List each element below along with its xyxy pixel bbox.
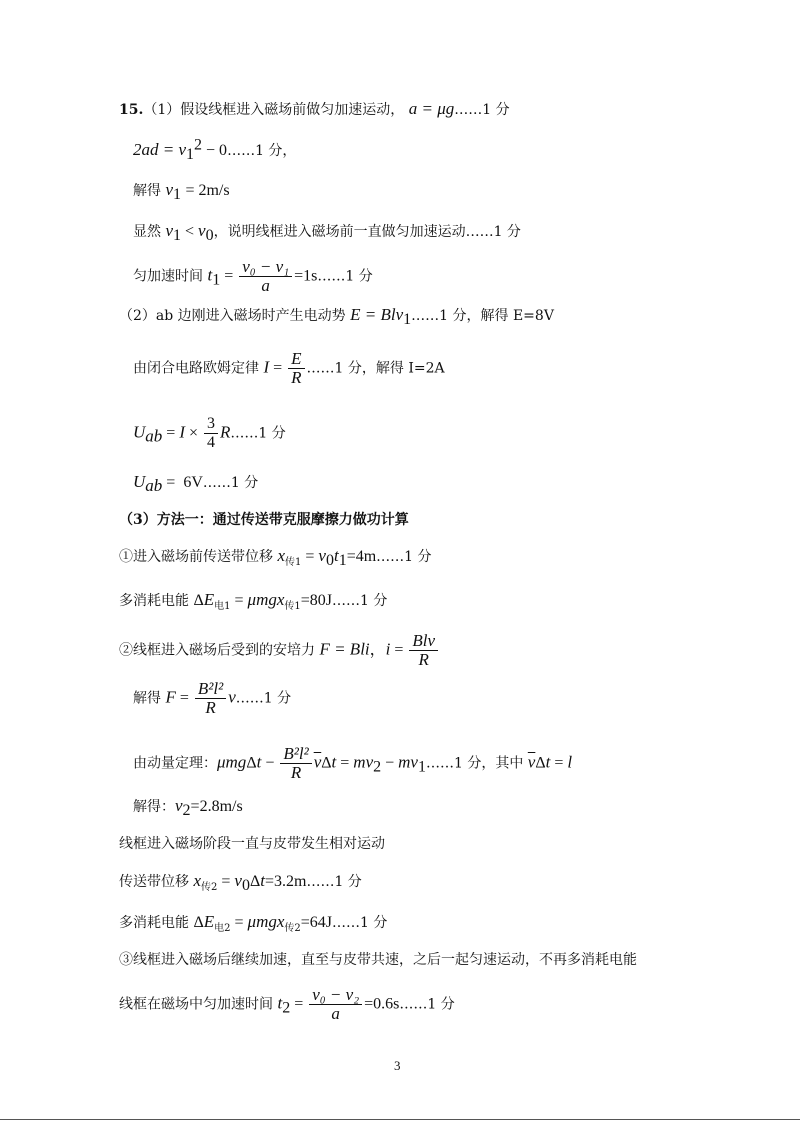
q15-line-16: 解得：$v_2=2.8m/s$ xyxy=(133,796,243,819)
l5-text: 匀加速时间 xyxy=(133,268,208,285)
score: ……1 分 xyxy=(317,268,373,285)
bottom-rule xyxy=(0,1119,800,1120)
q15-line-14: 解得 F = $\frac{\text{B²l²}}{R}$ v……1 分 xyxy=(133,679,292,717)
score: ……1 分 xyxy=(399,996,455,1013)
l14-text: 由动量定理： xyxy=(133,755,217,772)
l3-eq: = 2m/s xyxy=(185,182,230,199)
part3-method: 方法一：通过传送带克服摩擦力做功计算 xyxy=(156,512,409,528)
score: ……1 分 xyxy=(306,874,362,890)
q15-line-12: 多消耗电能 $\Delta E_{电1}$ = μmgx$_{传1}$=80J……1 分 xyxy=(119,590,388,612)
score: ……1 分 xyxy=(235,690,292,707)
l12-fraction: $\frac{\text{Blv}}{R}$ xyxy=(409,632,438,669)
l5-result: =1s xyxy=(294,267,318,285)
l12-eq: F = Bli xyxy=(319,639,370,659)
part3-label: （3） xyxy=(119,512,157,528)
l15-text: 解得： xyxy=(133,799,175,815)
q15-line-4: 显然 $v_1 < v_0$，说明线框进入磁场前一直做匀加速运动……1 分 xyxy=(133,221,521,244)
l6-eq: E = Blv xyxy=(350,305,404,324)
q15-line-13: ②线框进入磁场后受到的安培力 F = Bli，i = $\frac{\text{Blv}}{R}$ xyxy=(119,632,440,669)
score: ……1 分 xyxy=(454,102,510,118)
q15-line-19: 多消耗电能 $\Delta E_{电2}$ = μmgx$_{传2}$=64J……1 分 xyxy=(119,912,388,934)
part2-label: （2） xyxy=(119,308,156,324)
q15-line-8: $U_{ab} = I$ × $\frac{3}{4}$ R……1 分 xyxy=(133,415,286,451)
q15-line-3: 解得 $v_1 = 2m/s$ xyxy=(133,180,230,203)
l7-text: 由闭合电路欧姆定律 xyxy=(133,360,264,377)
score: ……1 分 xyxy=(332,915,388,931)
l14-fraction: $\frac{\text{B²l²}}{R}$ xyxy=(280,745,311,782)
l12-text: ②线框进入磁场后受到的安培力 xyxy=(119,642,320,659)
l20-text: 线框在磁场中匀加速时间 xyxy=(119,996,278,1013)
question-number: 15. xyxy=(119,102,144,118)
score: ……1 分 xyxy=(376,549,432,565)
q15-line-10 xyxy=(119,510,409,530)
l18-text: 多消耗电能 xyxy=(119,915,194,931)
q15-line-1 xyxy=(119,99,510,120)
l10-val: =4m xyxy=(346,548,377,565)
l13-fraction: $\frac{\text{B²l²}}{R}$ xyxy=(195,680,226,717)
q15-line-11: ①进入磁场前传送带位移 $x_{传1}$ = $v_0t_1=4m\dots\dots 1$ 分 xyxy=(119,546,432,569)
l6-result: ，解得 E=8V xyxy=(466,308,554,324)
l2-tail: ， xyxy=(282,143,297,159)
l19-text: ③线框进入磁场后继续加速，直至与皮带共速，之后一起匀速运动，不再多消耗电能 xyxy=(119,952,637,968)
q15-line-7: 由闭合电路欧姆定律 I = $\frac{E}{R}$ ……1 分，解得 I=2A xyxy=(133,349,445,387)
l9-val: 6V xyxy=(183,474,203,491)
q15-line-21: 线框在磁场中匀加速时间 $t_2$ = $\frac{\text{v₀ − v₂}}{a}$ =0.6s……1 分 xyxy=(119,985,455,1023)
q15-line-17 xyxy=(119,834,385,854)
score: ……1 分 xyxy=(230,425,286,442)
l11-text: 多消耗电能 xyxy=(119,593,194,609)
q15-line-18: 传送带位移 $x_{传2}$ = $v_0\Delta t=3.2m\dots\dots 1$ 分 xyxy=(119,871,362,894)
l20-fraction: $\frac{\text{v₀ − v₂}}{a}$ xyxy=(309,986,362,1023)
l11-val: =80J xyxy=(300,592,333,609)
l7-fraction: $\frac{E}{R}$ xyxy=(288,350,304,387)
score: ……1 分 xyxy=(227,143,283,159)
l14-tail: ，其中 xyxy=(481,755,528,772)
q15-line-20 xyxy=(119,950,637,970)
score: ……1 分 xyxy=(465,224,521,240)
l1-eq: a = μg xyxy=(408,99,455,118)
l8-fraction: $\frac{3}{4}$ xyxy=(204,415,218,452)
l2-rest: − 0 xyxy=(202,142,228,159)
score: ……1 分 xyxy=(306,360,362,377)
q15-line-2: $2ad = v_1^2$ − 0……1 分， xyxy=(133,136,297,163)
l17-val: =3.2m xyxy=(264,873,307,890)
l17-text: 传送带位移 xyxy=(119,874,194,890)
q15-line-9: $U_{ab}$ = 6V……1 分 xyxy=(133,472,259,495)
l6-text: ab 边刚进入磁场时产生电动势 xyxy=(155,308,351,324)
score: ……1 分 xyxy=(202,475,259,491)
l4-text-b: ，说明线框进入磁场前一直做匀加速运动 xyxy=(213,224,466,240)
l5-fraction: $\frac{\text{v₀ − v₁}}{a}$ xyxy=(239,258,292,295)
l16-text: 线框进入磁场阶段一直与皮带发生相对运动 xyxy=(119,836,385,852)
l13-text: 解得 xyxy=(133,690,166,707)
score: ……1 分 xyxy=(425,755,482,772)
l7-result: ，解得 I=2A xyxy=(361,360,445,377)
l15-val: =2.8m/s xyxy=(190,798,243,815)
l4-text-a: 显然 xyxy=(133,224,166,240)
page-number: 3 xyxy=(394,1058,401,1073)
l18-val: =64J xyxy=(300,914,333,931)
score: ……1 分 xyxy=(411,308,467,324)
q15-line-6: （2）ab 边刚进入磁场时产生电动势 E = Blv$_1$……1 分，解得 E=8V xyxy=(119,305,554,328)
l1-text: 假设线框进入磁场前做匀加速运动， xyxy=(180,102,405,118)
l3-text: 解得 xyxy=(133,183,166,199)
score: ……1 分 xyxy=(332,593,388,609)
q15-line-5: 匀加速时间 $t_1$ = $\frac{\text{v₀ − v₁}}{a}$ =1s……1 分 xyxy=(133,257,373,295)
l10-text: ①进入磁场前传送带位移 xyxy=(119,549,278,565)
l20-val: =0.6s xyxy=(364,995,400,1013)
part1-label: （1） xyxy=(143,102,181,118)
q15-line-15: 由动量定理：μmgΔt − $\frac{\text{B²l²}}{R}$ $\overline{v}\Delta t = mv_2$ − $mv_1\dots\dots 1$ 分，其中 $\overline{v}\Delta t = l$ xyxy=(133,744,573,782)
l2-eq: 2ad = v xyxy=(133,140,187,159)
